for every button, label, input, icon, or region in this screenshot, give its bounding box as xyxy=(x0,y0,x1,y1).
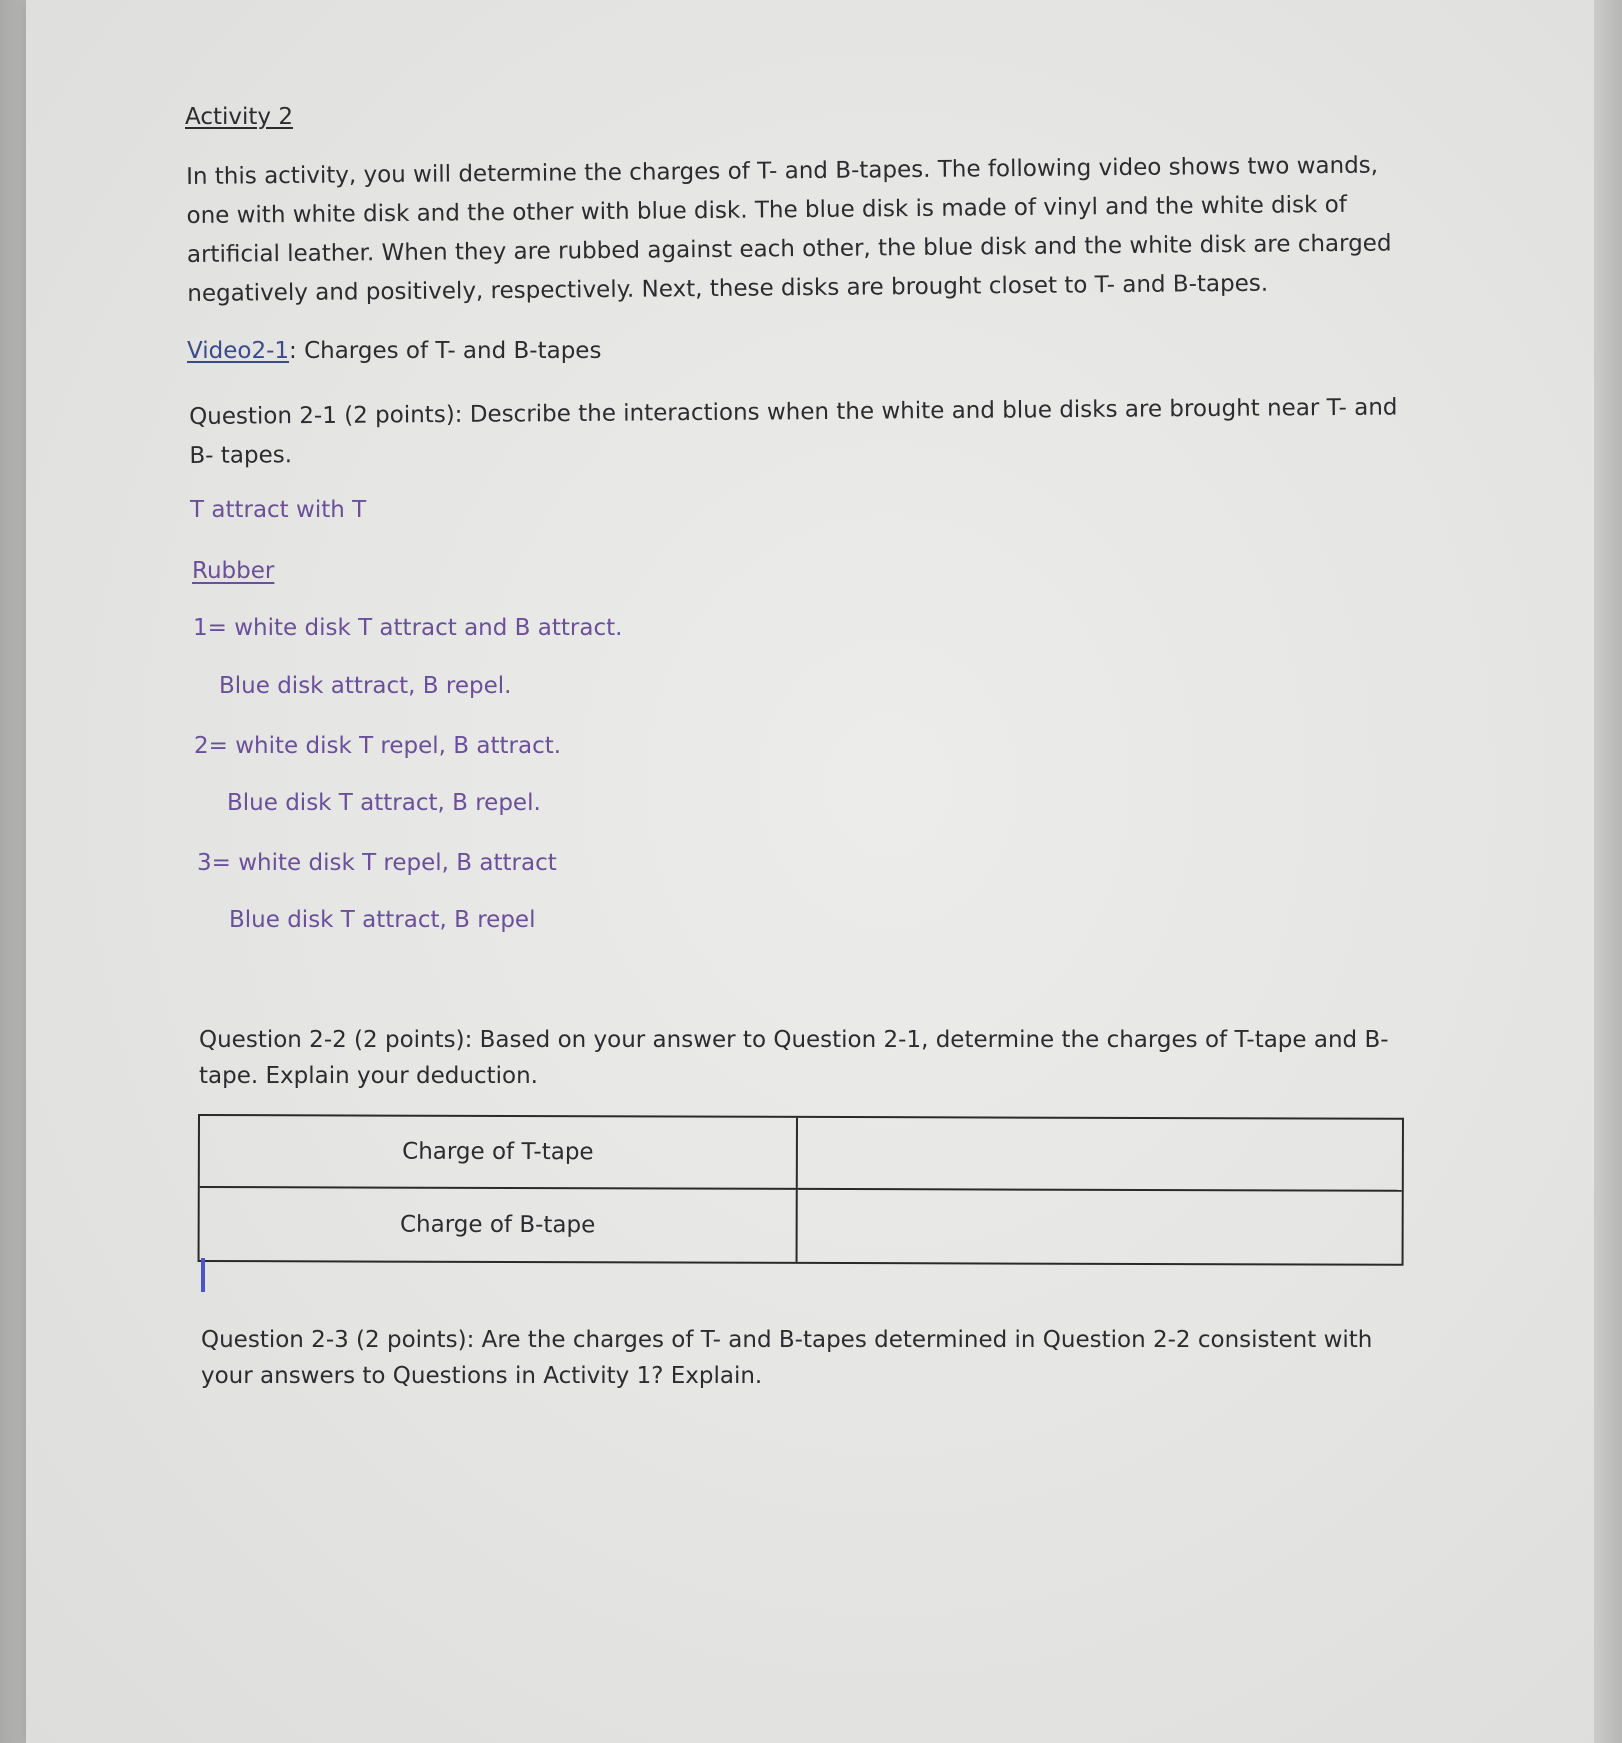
answer-line[interactable]: T attract with T xyxy=(190,497,367,523)
answer-line[interactable]: Blue disk attract, B repel. xyxy=(219,673,512,699)
intro-paragraph xyxy=(186,146,1427,314)
question-line: Question 2-2 (2 points): Based on your answer to Question 2-1, determine the charges of T-tape and B- xyxy=(199,1027,1389,1053)
question-line: B- tapes. xyxy=(189,442,293,469)
question-2-2 xyxy=(199,1022,1419,1094)
intro-line: In this activity, you will determine the charges of T- and B-tapes. The following video shows two wands, xyxy=(186,152,1379,190)
question-line: Question 2-3 (2 points): Are the charges of T- and B-tapes determined in Question 2-2 consistent with xyxy=(201,1327,1373,1353)
answer-line[interactable]: 3= white disk T repel, B attract xyxy=(197,850,557,876)
question-line: tape. Explain your deduction. xyxy=(199,1063,538,1089)
table-cell-label: Charge of T-tape xyxy=(200,1116,798,1188)
answer-line[interactable]: Blue disk T attract, B repel xyxy=(229,907,536,933)
intro-line: artificial leather. When they are rubbed against each other, the blue disk and the white disk are charged xyxy=(186,230,1392,268)
answer-rubber[interactable]: Rubber xyxy=(192,558,275,584)
answer-line[interactable]: Blue disk T attract, B repel. xyxy=(227,790,541,816)
answer-line[interactable]: 2= white disk T repel, B attract. xyxy=(194,733,562,759)
t-tape-charge-cell[interactable] xyxy=(798,1118,1402,1190)
text-cursor xyxy=(201,1258,205,1292)
answer-line[interactable]: 1= white disk T attract and B attract. xyxy=(193,615,623,641)
charge-table xyxy=(198,1114,1404,1266)
intro-line: one with white disk and the other with blue disk. The blue disk is made of vinyl and the white disk of xyxy=(186,191,1347,229)
activity-heading: Activity 2 xyxy=(185,104,293,130)
intro-line: negatively and positively, respectively. Next, these disks are brought closet to T- and B-tapes. xyxy=(187,270,1269,307)
question-2-3 xyxy=(201,1322,1431,1394)
question-line: your answers to Questions in Activity 1? Explain. xyxy=(201,1363,763,1389)
video-link[interactable]: Video2-1 xyxy=(187,338,290,364)
question-2-1 xyxy=(189,388,1430,476)
video-caption: : Charges of T- and B-tapes xyxy=(289,338,602,364)
table-row xyxy=(200,1116,1402,1192)
question-line: Question 2-1 (2 points): Describe the interactions when the white and blue disks are brought near T- and xyxy=(189,394,1398,430)
b-tape-charge-cell[interactable] xyxy=(798,1190,1402,1264)
table-row xyxy=(200,1188,1402,1264)
video-line xyxy=(187,338,601,366)
table-cell-label: Charge of B-tape xyxy=(200,1188,798,1262)
